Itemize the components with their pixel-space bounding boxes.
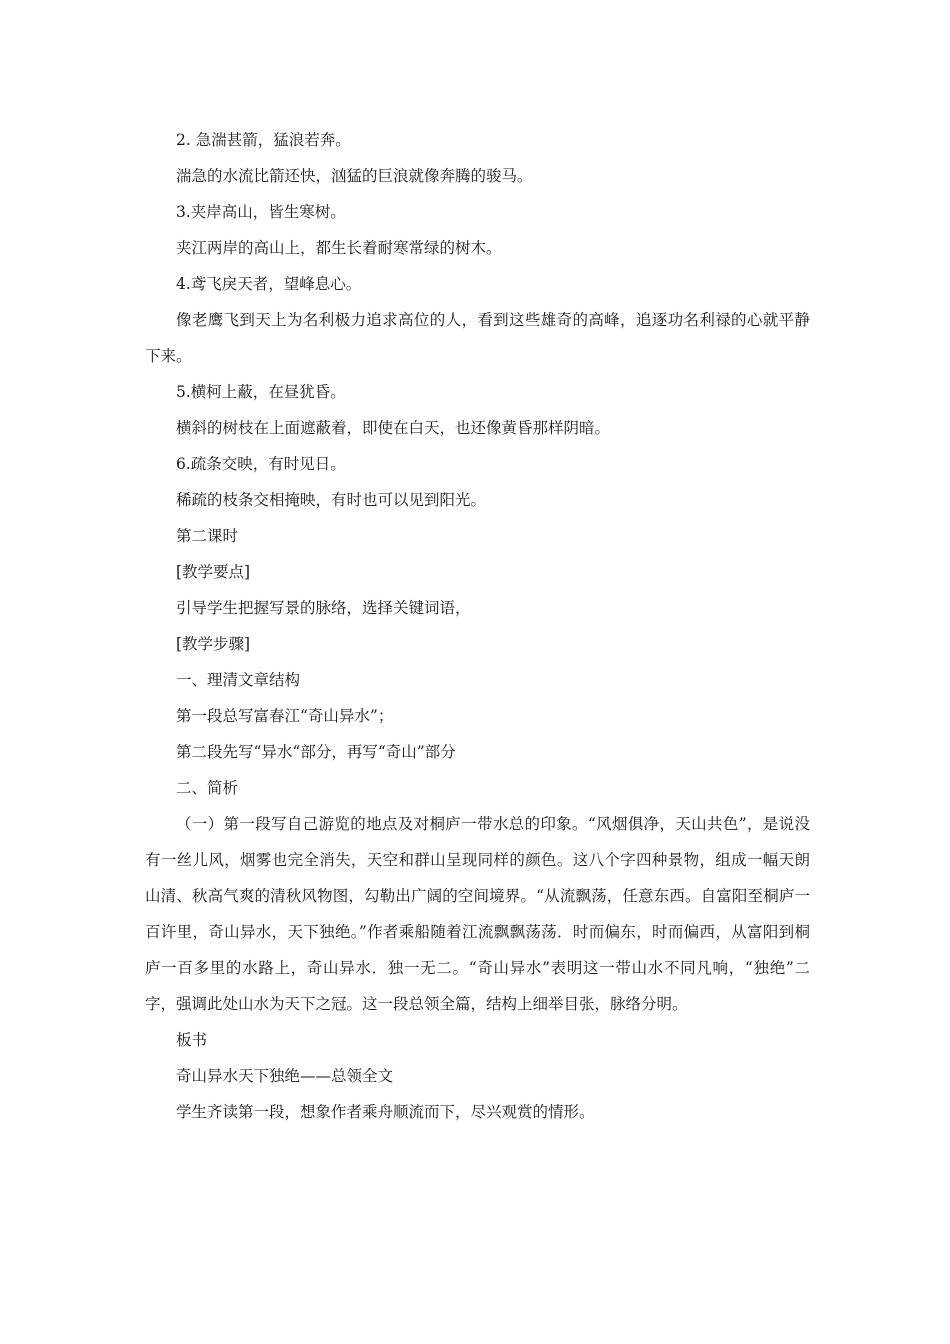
sentence-5-translation: 横斜的树枝在上面遮蔽着，即使在白天，也还像黄昏那样阴暗。 [176, 419, 611, 437]
sentence-4-original: 4.鸢飞戾天者，望峰息心。 [176, 275, 362, 293]
sentence-6-original: 6.疏条交映，有时见日。 [176, 455, 346, 473]
sentence-3-translation: 夹江两岸的高山上，都生长着耐寒常绿的树木。 [176, 239, 502, 257]
sentence-3-original: 3.夹岸高山，皆生寒树。 [176, 203, 346, 221]
blackboard-heading: 板书 [176, 1031, 208, 1049]
sentence-4-translation: 像老鹰飞到天上为名利极力追求高位的人，看到这些雄奇的高峰，追逐功名利禄的心就平静下来。 [145, 311, 810, 365]
section-one-heading: 一、理清文章结构 [176, 671, 301, 689]
lesson-heading: 第二课时 [176, 527, 239, 545]
sentence-5-original: 5.横柯上蔽，在昼犹昏。 [176, 383, 346, 401]
structure-paragraph-two: 第二段先写“异水“部分，再写“奇山”部分 [176, 743, 456, 761]
structure-paragraph-one: 第一段总写富春江“奇山异水”； [176, 707, 394, 725]
teaching-steps-heading: [教学步骤] [176, 635, 251, 653]
reading-instruction: 学生齐读第一段，想象作者乘舟顺流而下，尽兴观赏的情形。 [176, 1103, 595, 1121]
sentence-2-translation: 湍急的水流比箭还快，汹猛的巨浪就像奔腾的骏马。 [176, 167, 533, 185]
document-body [145, 122, 810, 1130]
teaching-points-text: 引导学生把握写景的脉络，选择关键词语， [176, 599, 471, 617]
section-two-heading: 二、简析 [176, 779, 239, 797]
sentence-2-original: 2. 急湍甚箭，猛浪若奔。 [176, 131, 351, 149]
blackboard-text: 奇山异水天下独绝——总领全文 [176, 1067, 394, 1085]
sentence-6-translation: 稀疏的枝条交相掩映，有时也可以见到阳光。 [176, 491, 487, 509]
teaching-points-heading: [教学要点] [176, 563, 251, 581]
analysis-paragraph: （一）第一段写自己游览的地点及对桐庐一带水总的印象。“风烟俱净，天山共色”，是说没有一丝儿风，烟雾也完全消失，天空和群山呈现同样的颜色。这八个字四种景物，组成一幅天朗山清、秋高气爽的清秋风物图，勾勒出广阔的空间境界。“从流飘荡，任意东西。自富阳至桐庐一百许里，奇山异水，天下独绝。”作者乘船随着江流飘飘荡荡．时而偏东，时而偏西，从富阳到桐庐一百多里的水路上，奇山异水．独一无二。“奇山异水”表明这一带山水不同凡响，“独绝”二字，强调此处山水为天下之冠。这一段总领全篇，结构上细举目张，脉络分明。 [145, 815, 810, 1013]
